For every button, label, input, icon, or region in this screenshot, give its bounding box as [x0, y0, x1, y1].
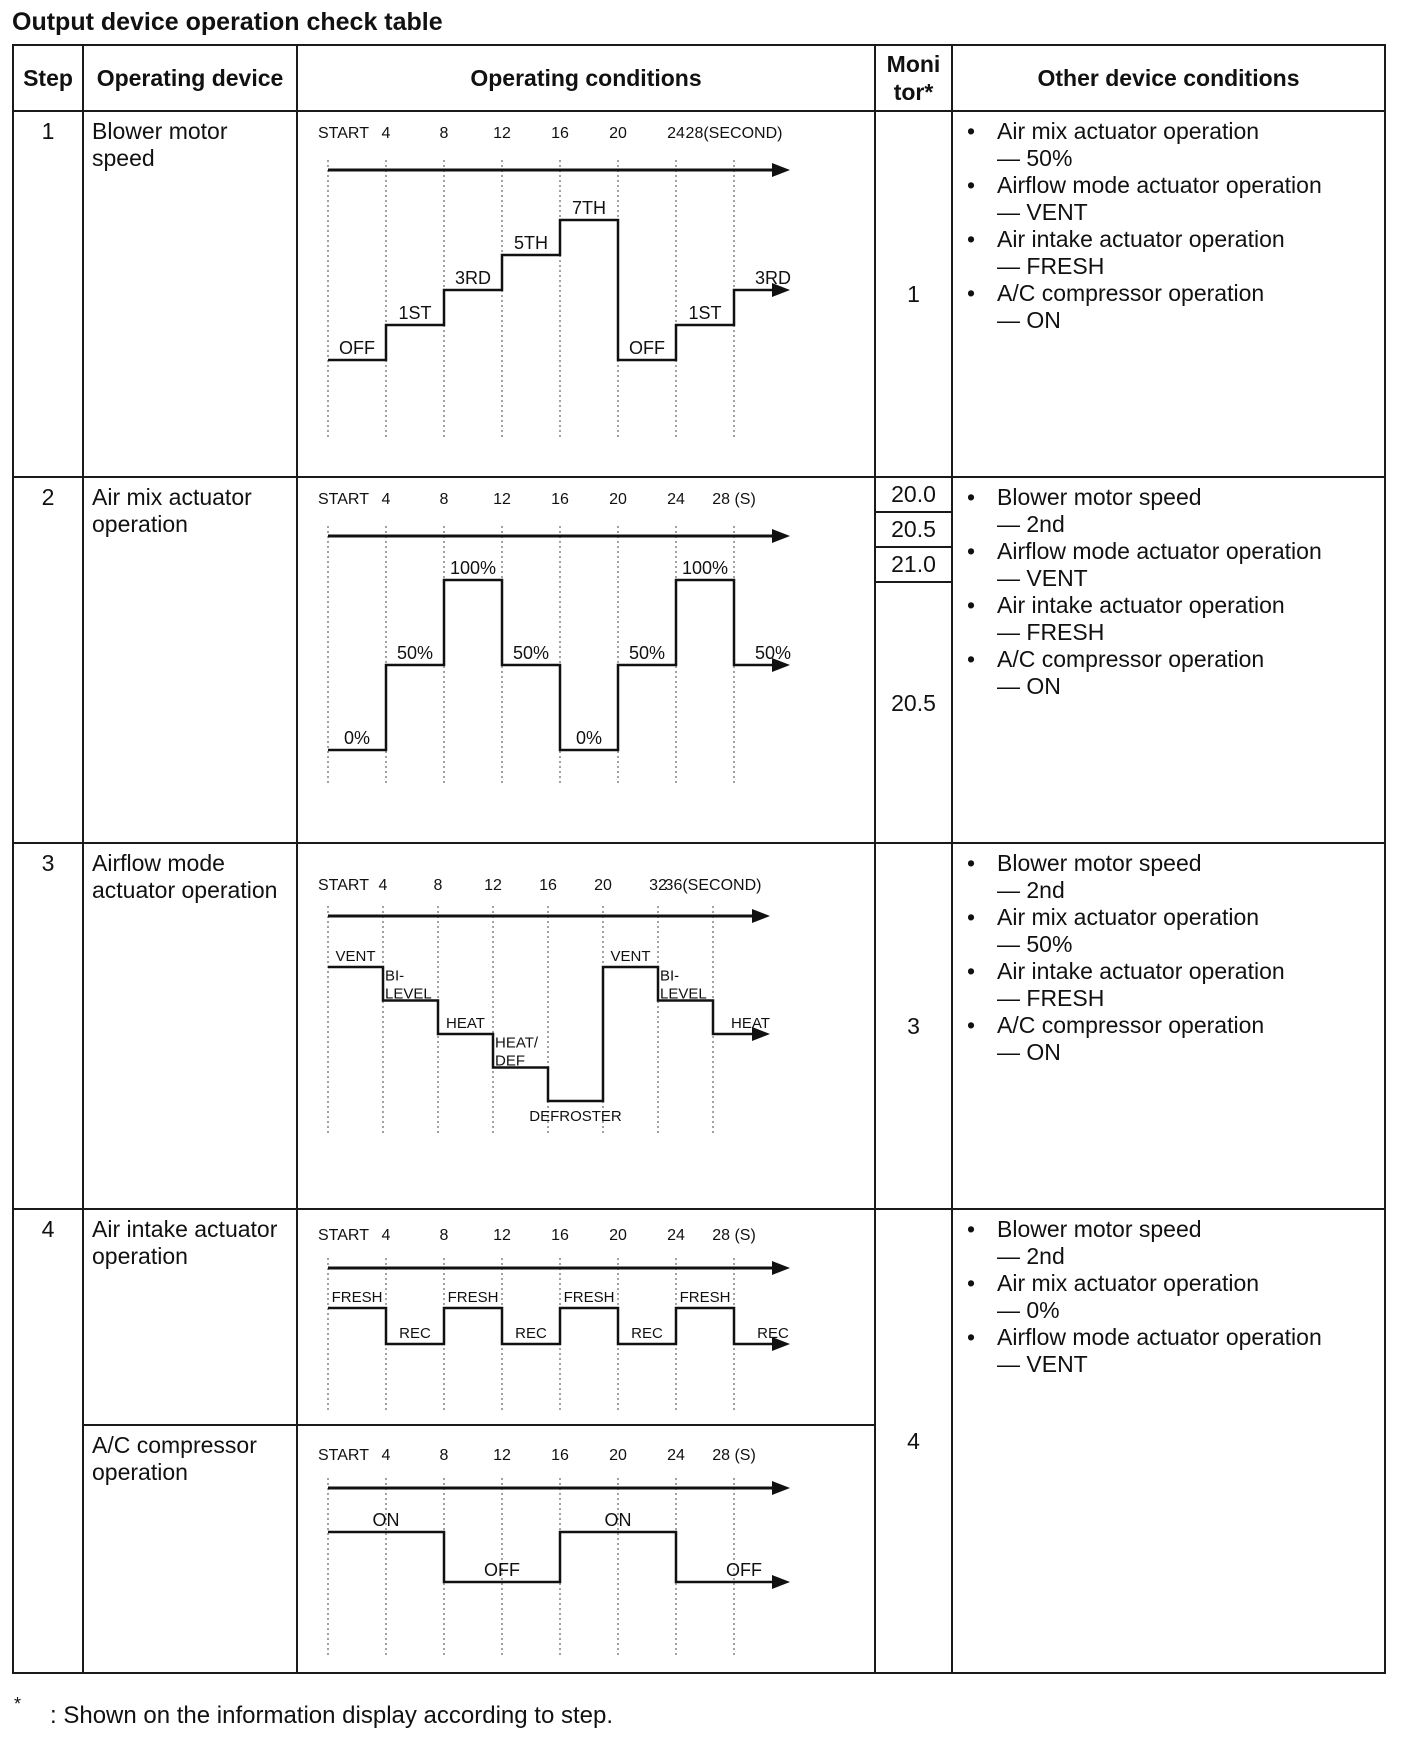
state-label: ON: [372, 1510, 400, 1530]
state-label: 50%: [754, 643, 792, 663]
condition-item: [963, 118, 1376, 172]
condition-label: Air intake actuator operation: [997, 226, 1285, 252]
state-label: VENT: [335, 948, 376, 965]
tick-label: START: [318, 491, 369, 508]
bullet-icon: •: [967, 538, 976, 564]
condition-item: [963, 484, 1376, 538]
state-label: 0%: [343, 728, 371, 748]
state-label: ON: [604, 1510, 632, 1530]
monitor-cell: 1: [875, 111, 952, 477]
device-cell: A/C compressor operation: [83, 1425, 297, 1673]
other-conditions-cell: [952, 111, 1385, 477]
condition-item: [963, 646, 1376, 700]
condition-value: — 50%: [997, 931, 1073, 957]
tick-label: START: [318, 877, 369, 894]
arrow-icon: [772, 1481, 790, 1495]
bullet-icon: •: [967, 850, 976, 876]
tick-label: 4: [381, 491, 391, 508]
tick-label: 24: [667, 491, 685, 508]
header-device: Operating device: [83, 45, 297, 111]
condition-label: A/C compressor operation: [997, 280, 1265, 306]
monitor-stack: [876, 478, 951, 720]
bullet-icon: •: [967, 1216, 976, 1242]
tick-label: 20: [609, 491, 627, 508]
state-label: DEF: [495, 1052, 525, 1070]
airflow-mode-chart: [298, 844, 874, 1208]
arrow-icon: [772, 163, 790, 177]
condition-item: [963, 592, 1376, 646]
state-label: OFF: [484, 1560, 520, 1580]
state-label: VENT: [610, 948, 651, 965]
tick-label: 20: [609, 125, 627, 142]
table-row: [13, 1209, 1385, 1425]
bullet-icon: •: [967, 118, 976, 144]
operation-check-table: [12, 44, 1386, 1674]
monitor-value: 21.0: [876, 548, 951, 583]
state-label: BI-: [385, 967, 405, 985]
condition-value: — FRESH: [997, 253, 1105, 279]
condition-label: Air mix actuator operation: [997, 904, 1260, 930]
state-label: DEFROSTER: [529, 1108, 622, 1125]
other-conditions-cell: [952, 843, 1385, 1209]
condition-value: — VENT: [997, 1351, 1088, 1377]
header-other: Other device conditions: [952, 45, 1385, 111]
table-row: [13, 111, 1385, 477]
state-label: 3RD: [754, 268, 792, 288]
bullet-icon: •: [967, 592, 976, 618]
blower-motor-chart: [298, 112, 874, 476]
bullet-icon: •: [967, 226, 976, 252]
table-row: [13, 843, 1385, 1209]
condition-value: — FRESH: [997, 619, 1105, 645]
condition-label: Air intake actuator operation: [997, 592, 1285, 618]
condition-label: Blower motor speed: [997, 850, 1202, 876]
tick-label: 4: [381, 1447, 391, 1464]
monitor-cell: 3: [875, 843, 952, 1209]
step-cell: 2: [13, 477, 83, 843]
compressor-chart: [298, 1426, 874, 1672]
arrow-icon: [772, 1261, 790, 1275]
waveform-line: [328, 1308, 780, 1344]
tick-label: 16: [539, 877, 557, 894]
condition-item: [963, 1012, 1376, 1066]
condition-value: — FRESH: [997, 985, 1105, 1011]
condition-item: [963, 226, 1376, 280]
tick-label: 28 (S): [712, 1447, 756, 1464]
diagram-cell: [297, 1209, 875, 1425]
condition-label: Airflow mode actuator operation: [997, 1324, 1322, 1350]
tick-label: START: [318, 125, 369, 142]
state-label: OFF: [726, 1560, 762, 1580]
condition-label: Air intake actuator operation: [997, 958, 1285, 984]
condition-value: — 2nd: [997, 877, 1065, 903]
tick-label: 28 (S): [712, 1227, 756, 1244]
condition-value: — VENT: [997, 199, 1088, 225]
tick-label: 4: [381, 125, 391, 142]
state-label: FRESH: [447, 1289, 499, 1306]
condition-label: Airflow mode actuator operation: [997, 172, 1322, 198]
state-label: 3RD: [454, 268, 492, 288]
state-label: 7TH: [571, 198, 607, 218]
diagram-cell: [297, 1425, 875, 1673]
condition-value: — 50%: [997, 145, 1073, 171]
state-label: OFF: [339, 338, 375, 358]
state-label: 5TH: [513, 233, 549, 253]
arrow-icon: [772, 529, 790, 543]
tick-label: 12: [493, 491, 511, 508]
step-cell: 4: [13, 1209, 83, 1673]
tick-label: 28 (S): [712, 491, 756, 508]
other-conditions-cell: [952, 1209, 1385, 1673]
state-label: HEAT/: [495, 1034, 539, 1052]
waveform-line: [328, 1532, 780, 1582]
diagram-cell: [297, 843, 875, 1209]
condition-value: — ON: [997, 307, 1061, 333]
condition-value: — ON: [997, 1039, 1061, 1065]
device-cell: Air mix actuator operation: [83, 477, 297, 843]
state-label: REC: [515, 1325, 547, 1342]
tick-label: START: [318, 1227, 369, 1244]
monitor-value: 20.0: [876, 478, 951, 513]
air-mix-chart: [298, 478, 874, 842]
bullet-icon: •: [967, 1012, 976, 1038]
state-label: HEAT: [731, 1015, 770, 1032]
condition-value: — 2nd: [997, 1243, 1065, 1269]
tick-label: 36(SECOND): [664, 877, 762, 894]
condition-item: [963, 904, 1376, 958]
condition-label: Blower motor speed: [997, 484, 1202, 510]
condition-value: — VENT: [997, 565, 1088, 591]
state-label: LEVEL: [385, 985, 432, 1003]
bullet-icon: •: [967, 484, 976, 510]
state-label: BI-: [660, 967, 680, 985]
condition-label: A/C compressor operation: [997, 646, 1265, 672]
other-conditions-list: [963, 850, 1376, 1066]
condition-item: [963, 280, 1376, 334]
waveform-line: [328, 220, 780, 360]
device-cell: Air intake actuator operation: [83, 1209, 297, 1425]
condition-item: [963, 172, 1376, 226]
tick-label: 20: [609, 1227, 627, 1244]
device-cell: Blower motor speed: [83, 111, 297, 477]
monitor-cell: [875, 477, 952, 843]
tick-label: 8: [433, 877, 443, 894]
monitor-value: 20.5: [876, 513, 951, 548]
bullet-icon: •: [967, 904, 976, 930]
other-conditions-cell: [952, 477, 1385, 843]
tick-label: 8: [439, 125, 449, 142]
tick-label: 4: [378, 877, 388, 894]
state-label: FRESH: [563, 1289, 615, 1306]
condition-item: [963, 850, 1376, 904]
condition-label: Airflow mode actuator operation: [997, 538, 1322, 564]
state-label: REC: [757, 1325, 789, 1342]
state-label: 0%: [575, 728, 603, 748]
bullet-icon: •: [967, 646, 976, 672]
tick-label: 12: [493, 1447, 511, 1464]
arrow-icon: [752, 909, 770, 923]
condition-value: — 2nd: [997, 511, 1065, 537]
step-cell: 1: [13, 111, 83, 477]
footnote-text: : Shown on the information display according to step.: [50, 1702, 613, 1729]
tick-label: 24: [667, 1227, 685, 1244]
tick-label: 28(SECOND): [685, 125, 783, 142]
tick-label: 32: [649, 877, 667, 894]
state-label: LEVEL: [660, 985, 707, 1003]
header-conditions: Operating conditions: [297, 45, 875, 111]
air-intake-chart: [298, 1210, 874, 1424]
tick-label: 16: [551, 1227, 569, 1244]
condition-label: Blower motor speed: [997, 1216, 1202, 1242]
state-label: 1ST: [688, 303, 722, 323]
tick-label: 8: [439, 491, 449, 508]
other-conditions-list: [963, 1216, 1376, 1378]
monitor-cell: 4: [875, 1209, 952, 1673]
condition-item: [963, 1216, 1376, 1270]
tick-label: 12: [493, 1227, 511, 1244]
other-conditions-list: [963, 484, 1376, 700]
diagram-cell: [297, 477, 875, 843]
state-label: 50%: [512, 643, 550, 663]
tick-label: 8: [439, 1447, 449, 1464]
state-label: 50%: [628, 643, 666, 663]
tick-label: 24: [667, 1447, 685, 1464]
tick-label: 16: [551, 491, 569, 508]
state-label: 100%: [449, 558, 497, 578]
state-label: 100%: [681, 558, 729, 578]
tick-label: 16: [551, 1447, 569, 1464]
condition-item: [963, 958, 1376, 1012]
condition-label: A/C compressor operation: [997, 1012, 1265, 1038]
state-label: FRESH: [679, 1289, 731, 1306]
bullet-icon: •: [967, 1324, 976, 1350]
header-row: [13, 45, 1385, 111]
arrow-icon: [772, 1575, 790, 1589]
condition-item: [963, 538, 1376, 592]
footnote-mark: *: [14, 1694, 22, 1714]
state-label: HEAT: [446, 1015, 485, 1032]
state-label: REC: [631, 1325, 663, 1342]
bullet-icon: •: [967, 280, 976, 306]
waveform-line: [328, 580, 780, 750]
condition-item: [963, 1324, 1376, 1378]
state-label: FRESH: [331, 1289, 383, 1306]
condition-value: — ON: [997, 673, 1061, 699]
state-label: 1ST: [398, 303, 432, 323]
condition-value: — 0%: [997, 1297, 1060, 1323]
bullet-icon: •: [967, 172, 976, 198]
tick-label: START: [318, 1447, 369, 1464]
tick-label: 20: [609, 1447, 627, 1464]
step-cell: 3: [13, 843, 83, 1209]
header-monitor: Monitor*: [875, 45, 952, 111]
tick-label: 20: [594, 877, 612, 894]
header-step: Step: [13, 45, 83, 111]
tick-label: 4: [381, 1227, 391, 1244]
diagram-cell: [297, 111, 875, 477]
condition-label: Air mix actuator operation: [997, 118, 1260, 144]
tick-label: 12: [493, 125, 511, 142]
page-title: Output device operation check table: [12, 8, 443, 36]
monitor-value: 20.5: [891, 690, 936, 716]
bullet-icon: •: [967, 958, 976, 984]
state-label: 50%: [396, 643, 434, 663]
bullet-icon: •: [967, 1270, 976, 1296]
tick-label: 8: [439, 1227, 449, 1244]
tick-label: 16: [551, 125, 569, 142]
state-label: OFF: [629, 338, 665, 358]
condition-label: Air mix actuator operation: [997, 1270, 1260, 1296]
condition-item: [963, 1270, 1376, 1324]
tick-label: 24: [667, 125, 685, 142]
tick-label: 12: [484, 877, 502, 894]
other-conditions-list: [963, 118, 1376, 334]
table-row: [13, 477, 1385, 843]
state-label: REC: [399, 1325, 431, 1342]
device-cell: Airflow mode actuator operation: [83, 843, 297, 1209]
